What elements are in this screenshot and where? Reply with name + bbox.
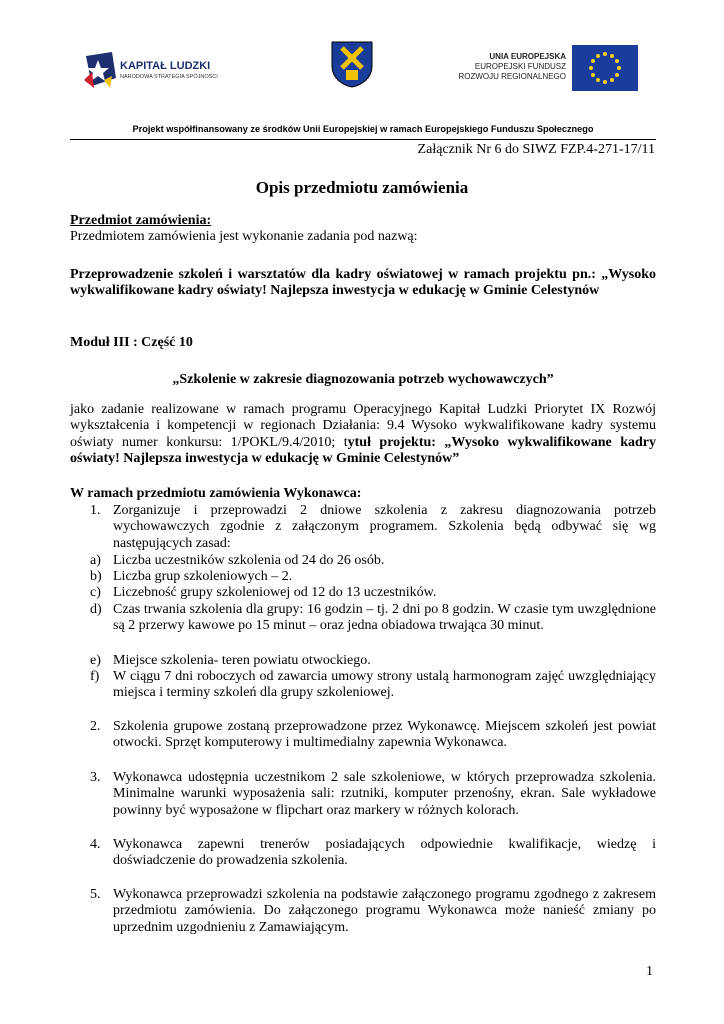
list-item-number: 3. — [90, 770, 101, 785]
list-item-number: e) — [90, 653, 101, 668]
list-item — [70, 553, 656, 569]
list-item-text: Liczebność grupy szkoleniowej od 12 do 13 uczestników. — [113, 585, 437, 600]
page-number: 1 — [646, 964, 653, 979]
list-item-text: Czas trwania szkolenia dla grupy: 16 godzin – tj. 2 dni po 8 godzin. W czasie tym uwzględnione są 2 przerwy kawowe po 15 minut – oraz jedna obiadowa trwająca 30 minut. — [113, 602, 656, 634]
document-title: Opis przedmiotu zamówienia — [255, 178, 469, 197]
list-item-text: Wykonawca udostępnia uczestnikom 2 sale szkoleniowe, w których przeprowadza szkolenia. Minimalne warunki wyposażenia sali: rzutniki, komputer przenośny, ekran. Sale wykładowe powinny być wyposażone w flipchart oraz markery w różnych kolorach. — [113, 770, 656, 818]
subject-heading: Przedmiot zamówienia: — [70, 213, 212, 228]
list-item — [70, 503, 656, 552]
list-item-number: d) — [90, 602, 102, 617]
list-item-number: 4. — [90, 837, 101, 852]
list-item — [70, 669, 656, 702]
intro-plain: jako zadanie realizowane w ramach programu Operacyjnego Kapitał Ludzki Priorytet IX Rozwój wykształcenia i kompetencji w regionach Działania: 9.4 Wysoko wykwalifikowane kadry systemu oświaty numer konkursu: 1/POKL/9.4/2010; t — [70, 402, 656, 450]
cofinancing-note: Projekt współfinansowany ze środków Unii Europejskiej w ramach Europejskiego Funduszu Społecznego — [132, 124, 594, 134]
list-item — [70, 569, 656, 585]
contractor-heading: W ramach przedmiotu zamówienia Wykonawca: — [70, 486, 362, 501]
list-item-text: Wykonawca przeprowadzi szkolenia na podstawie załączonego programu zgodnego z zakresem przedmiotu zamówienia. Do załączonego programu Wykonawca może nanieść zmiany po uprzednim uzgodnieniu z Zamawiającym. — [113, 887, 656, 935]
list-item-number: 2. — [90, 719, 101, 734]
list-item-text: Liczba uczestników szkolenia od 24 do 26 osób. — [113, 553, 385, 568]
list-item — [70, 887, 656, 936]
kapital-ludzki-title: KAPITAŁ LUDZKI — [120, 60, 211, 72]
training-title: „Szkolenie w zakresie diagnozowania potrzeb wychowawczych” — [172, 372, 554, 387]
list-item-text: Zorganizuje i przeprowadzi 2 dniowe szkolenia z zakresu diagnozowania potrzeb wychowawczych zgodnie z załączonym programem. Szkolenia będą odbywać się wg następujących zasad: — [113, 503, 656, 551]
annex-reference: Załącznik Nr 6 do SIWZ FZP.4-271-17/11 — [417, 142, 655, 157]
list-item-number: b) — [90, 569, 102, 584]
list-item — [70, 719, 656, 752]
list-item-text: Wykonawca zapewni trenerów posiadających odpowiednie kwalifikacje, wiedzę i doświadczenie do prowadzenia szkolenia. — [113, 837, 656, 869]
list-item — [70, 837, 656, 870]
list-item-text: W ciągu 7 dni roboczych od zawarcia umowy strony ustalą harmonogram zajęć uwzględniający miejsca i terminy szkoleń dla grupy szkoleniowej. — [113, 669, 656, 701]
list-item-number: c) — [90, 585, 101, 600]
list-item-number: a) — [90, 553, 101, 568]
task-name: Przeprowadzenie szkoleń i warsztatów dla kadry oświatowej w ramach projektu pn.: „Wysoko wykwalifikowane kadry oświaty! Najlepsza inwestycja w edukację w Gminie Celestynów — [70, 267, 656, 299]
list-item-text: Miejsce szkolenia- teren powiatu otwockiego. — [113, 653, 371, 668]
intro-paragraph — [70, 402, 656, 468]
eu-line-3: ROZWOJU REGIONALNEGO — [458, 72, 566, 81]
subject-text: Przedmiotem zamówienia jest wykonanie zadania pod nazwą: — [70, 229, 418, 244]
coat-of-arms-icon — [330, 40, 374, 88]
kapital-ludzki-subtitle: NARODOWA STRATEGIA SPÓJNOŚCI — [120, 74, 218, 80]
header-divider — [70, 139, 656, 140]
eu-line-2: EUROPEJSKI FUNDUSZ — [474, 62, 566, 71]
list-item-number: 1. — [90, 503, 101, 518]
kapital-ludzki-star-icon — [82, 50, 118, 90]
list-item-text: Szkolenia grupowe zostaną przeprowadzone przez Wykonawcę. Miejscem szkoleń jest powiat otwocki. Sprzęt komputerowy i multimedialny zapewnia Wykonawca. — [113, 719, 656, 751]
header-logos — [0, 40, 724, 102]
kapital-ludzki-logo — [82, 50, 222, 90]
list-item — [70, 653, 656, 669]
eu-flag-icon — [572, 45, 638, 91]
list-item — [70, 770, 656, 819]
list-item-number: f) — [90, 669, 100, 684]
list-item-number: 5. — [90, 887, 101, 902]
list-item-text: Liczba grup szkoleniowych – 2. — [113, 569, 293, 584]
list-item — [70, 585, 656, 601]
eu-line-1: UNIA EUROPEJSKA — [489, 52, 566, 61]
eu-fund-text — [440, 52, 566, 82]
intro-bold: ytuł projektu: „Wysoko wykwalifikowane kadry oświaty! Najlepsza inwestycja w edukację w Gminie Celestynów” — [70, 434, 657, 467]
module-label: Moduł III : Część 10 — [70, 335, 193, 350]
list-item — [70, 602, 656, 635]
